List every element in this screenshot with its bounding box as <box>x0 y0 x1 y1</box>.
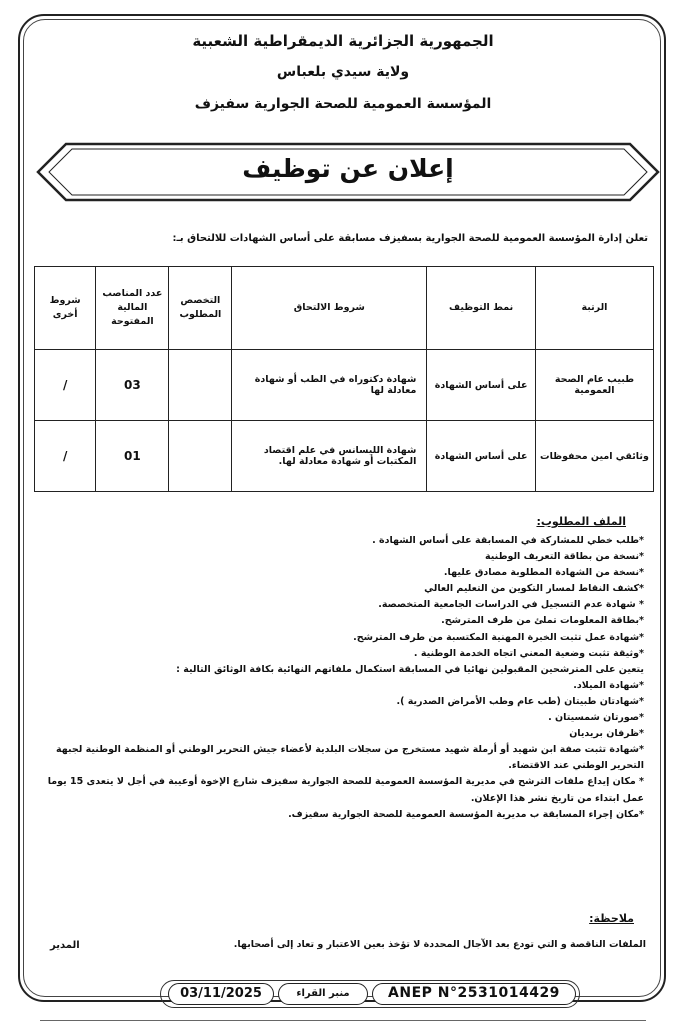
row-conditions: شهادة الليسانس في علم اقتصاد المكتبات أو شهادة معادلة لها. <box>232 421 427 492</box>
bottom-divider <box>40 1020 646 1021</box>
list-item: يتعين على المترشحين المقبولين نهائيا في المسابقة استكمال ملفاتهم النهائية بكافة الوثائق التالية : <box>176 663 644 675</box>
list-item: *نسخة من بطاقة التعريف الوطنية <box>485 551 644 563</box>
list-item: *نسخة من الشهادة المطلوبة مصادق عليها. <box>443 567 644 579</box>
announcement-banner <box>36 140 660 204</box>
row-specialty <box>169 421 232 492</box>
footer <box>160 983 580 1011</box>
list-item: * مكان إيداع ملفات الترشح في مديرية المؤسسة العمومية للصحة الجوارية سفيزف شارع الإخوة أوعيبة في أجل لا يتعدى 15 يوما عمل ابتداء من تاريخ نشر هذا الإعلان. <box>47 776 644 804</box>
positions-table <box>34 266 654 492</box>
row-mode: على أساس الشهادة <box>427 350 536 421</box>
institution-title: المؤسسة العمومية للصحة الجوارية سفيزف <box>194 96 492 112</box>
republic-title: الجمهورية الجزائرية الديمقراطية الشعبية <box>192 32 494 50</box>
publication-date: 03/11/2025 <box>168 983 274 1005</box>
documents-list <box>28 533 644 823</box>
table-row <box>35 350 654 421</box>
list-item: *كشف النقاط لمسار التكوين من التعليم العالي <box>424 583 644 595</box>
header-specialty: التخصص المطلوب <box>169 267 232 350</box>
list-item: *ظرفان بريديان <box>569 728 644 740</box>
header-conditions: شروط الالتحاق <box>232 267 427 350</box>
list-item: *بطاقة المعلومات تملئ من طرف المترشح. <box>441 615 644 627</box>
header-other: شروط أخرى <box>35 267 96 350</box>
list-item: *شهادة الميلاد. <box>573 679 644 691</box>
wilaya-title: ولاية سيدي بلعباس <box>276 64 410 80</box>
publication-source: منبر القراء <box>278 983 368 1005</box>
list-item: *شهادة عمل تثبت الخبرة المهنية المكتسبة من طرف المترشح. <box>353 631 644 643</box>
list-item: *وثيقة تثبت وضعية المعني اتجاه الخدمة الوطنية . <box>413 647 644 659</box>
row-positions: 03 <box>96 350 169 421</box>
director-signature: المدير <box>50 940 80 951</box>
list-item: *طلب خطي للمشاركة في المسابقة على أساس الشهادة . <box>372 535 644 546</box>
anep-number: ANEP N°2531014429 <box>372 983 576 1005</box>
list-item: *شهادة تثبت صفة ابن شهيد أو أرملة شهيد مستخرج من سجلات البلدية لأعضاء جيش التحرير الوطني أو المنظمة الوطنية لجبهة التحرير الوطني عند الاقتضاء. <box>55 744 644 772</box>
table-row <box>35 421 654 492</box>
notes-text: الملفات الناقصة و التي تودع بعد الآجال المحددة لا تؤخذ بعين الاعتبار و تعاد إلى أصحابها. <box>233 939 646 950</box>
notes-title: ملاحظة: <box>589 912 634 925</box>
row-other: / <box>35 350 96 421</box>
header-positions: عدد المناصب المالية المفتوحة <box>96 267 169 350</box>
row-rank: طبيب عام الصحة العمومية <box>535 350 653 421</box>
list-item: *صورتان شمسيتان . <box>548 712 644 724</box>
row-mode: على أساس الشهادة <box>427 421 536 492</box>
row-specialty <box>169 350 232 421</box>
row-other: / <box>35 421 96 492</box>
header-rank: الرتبة <box>535 267 653 350</box>
list-item: * شهادة عدم التسجيل في الدراسات الجامعية المتخصصة. <box>378 599 644 611</box>
row-conditions: شهادة دكتوراه في الطب أو شهادة معادلة لها <box>232 350 427 421</box>
announcement-title: إعلان عن توظيف <box>242 154 454 183</box>
header-mode: نمط التوظيف <box>427 267 536 350</box>
row-positions: 01 <box>96 421 169 492</box>
list-item: *مكان إجراء المسابقة ب مديرية المؤسسة العمومية للصحة الجوارية سفيزف. <box>288 808 644 820</box>
list-item: *شهادتان طبيتان (طب عام وطب الأمراض الصدرية ). <box>396 695 644 707</box>
row-rank: وثائقي امين محفوظات <box>535 421 653 492</box>
intro-text: تعلن إدارة المؤسسة العمومية للصحة الجوارية بسفيزف مسابقة على أساس الشهادات للالتحاق بـ: <box>172 233 648 244</box>
table-header-row <box>35 267 654 350</box>
documents-title: الملف المطلوب: <box>536 515 626 528</box>
